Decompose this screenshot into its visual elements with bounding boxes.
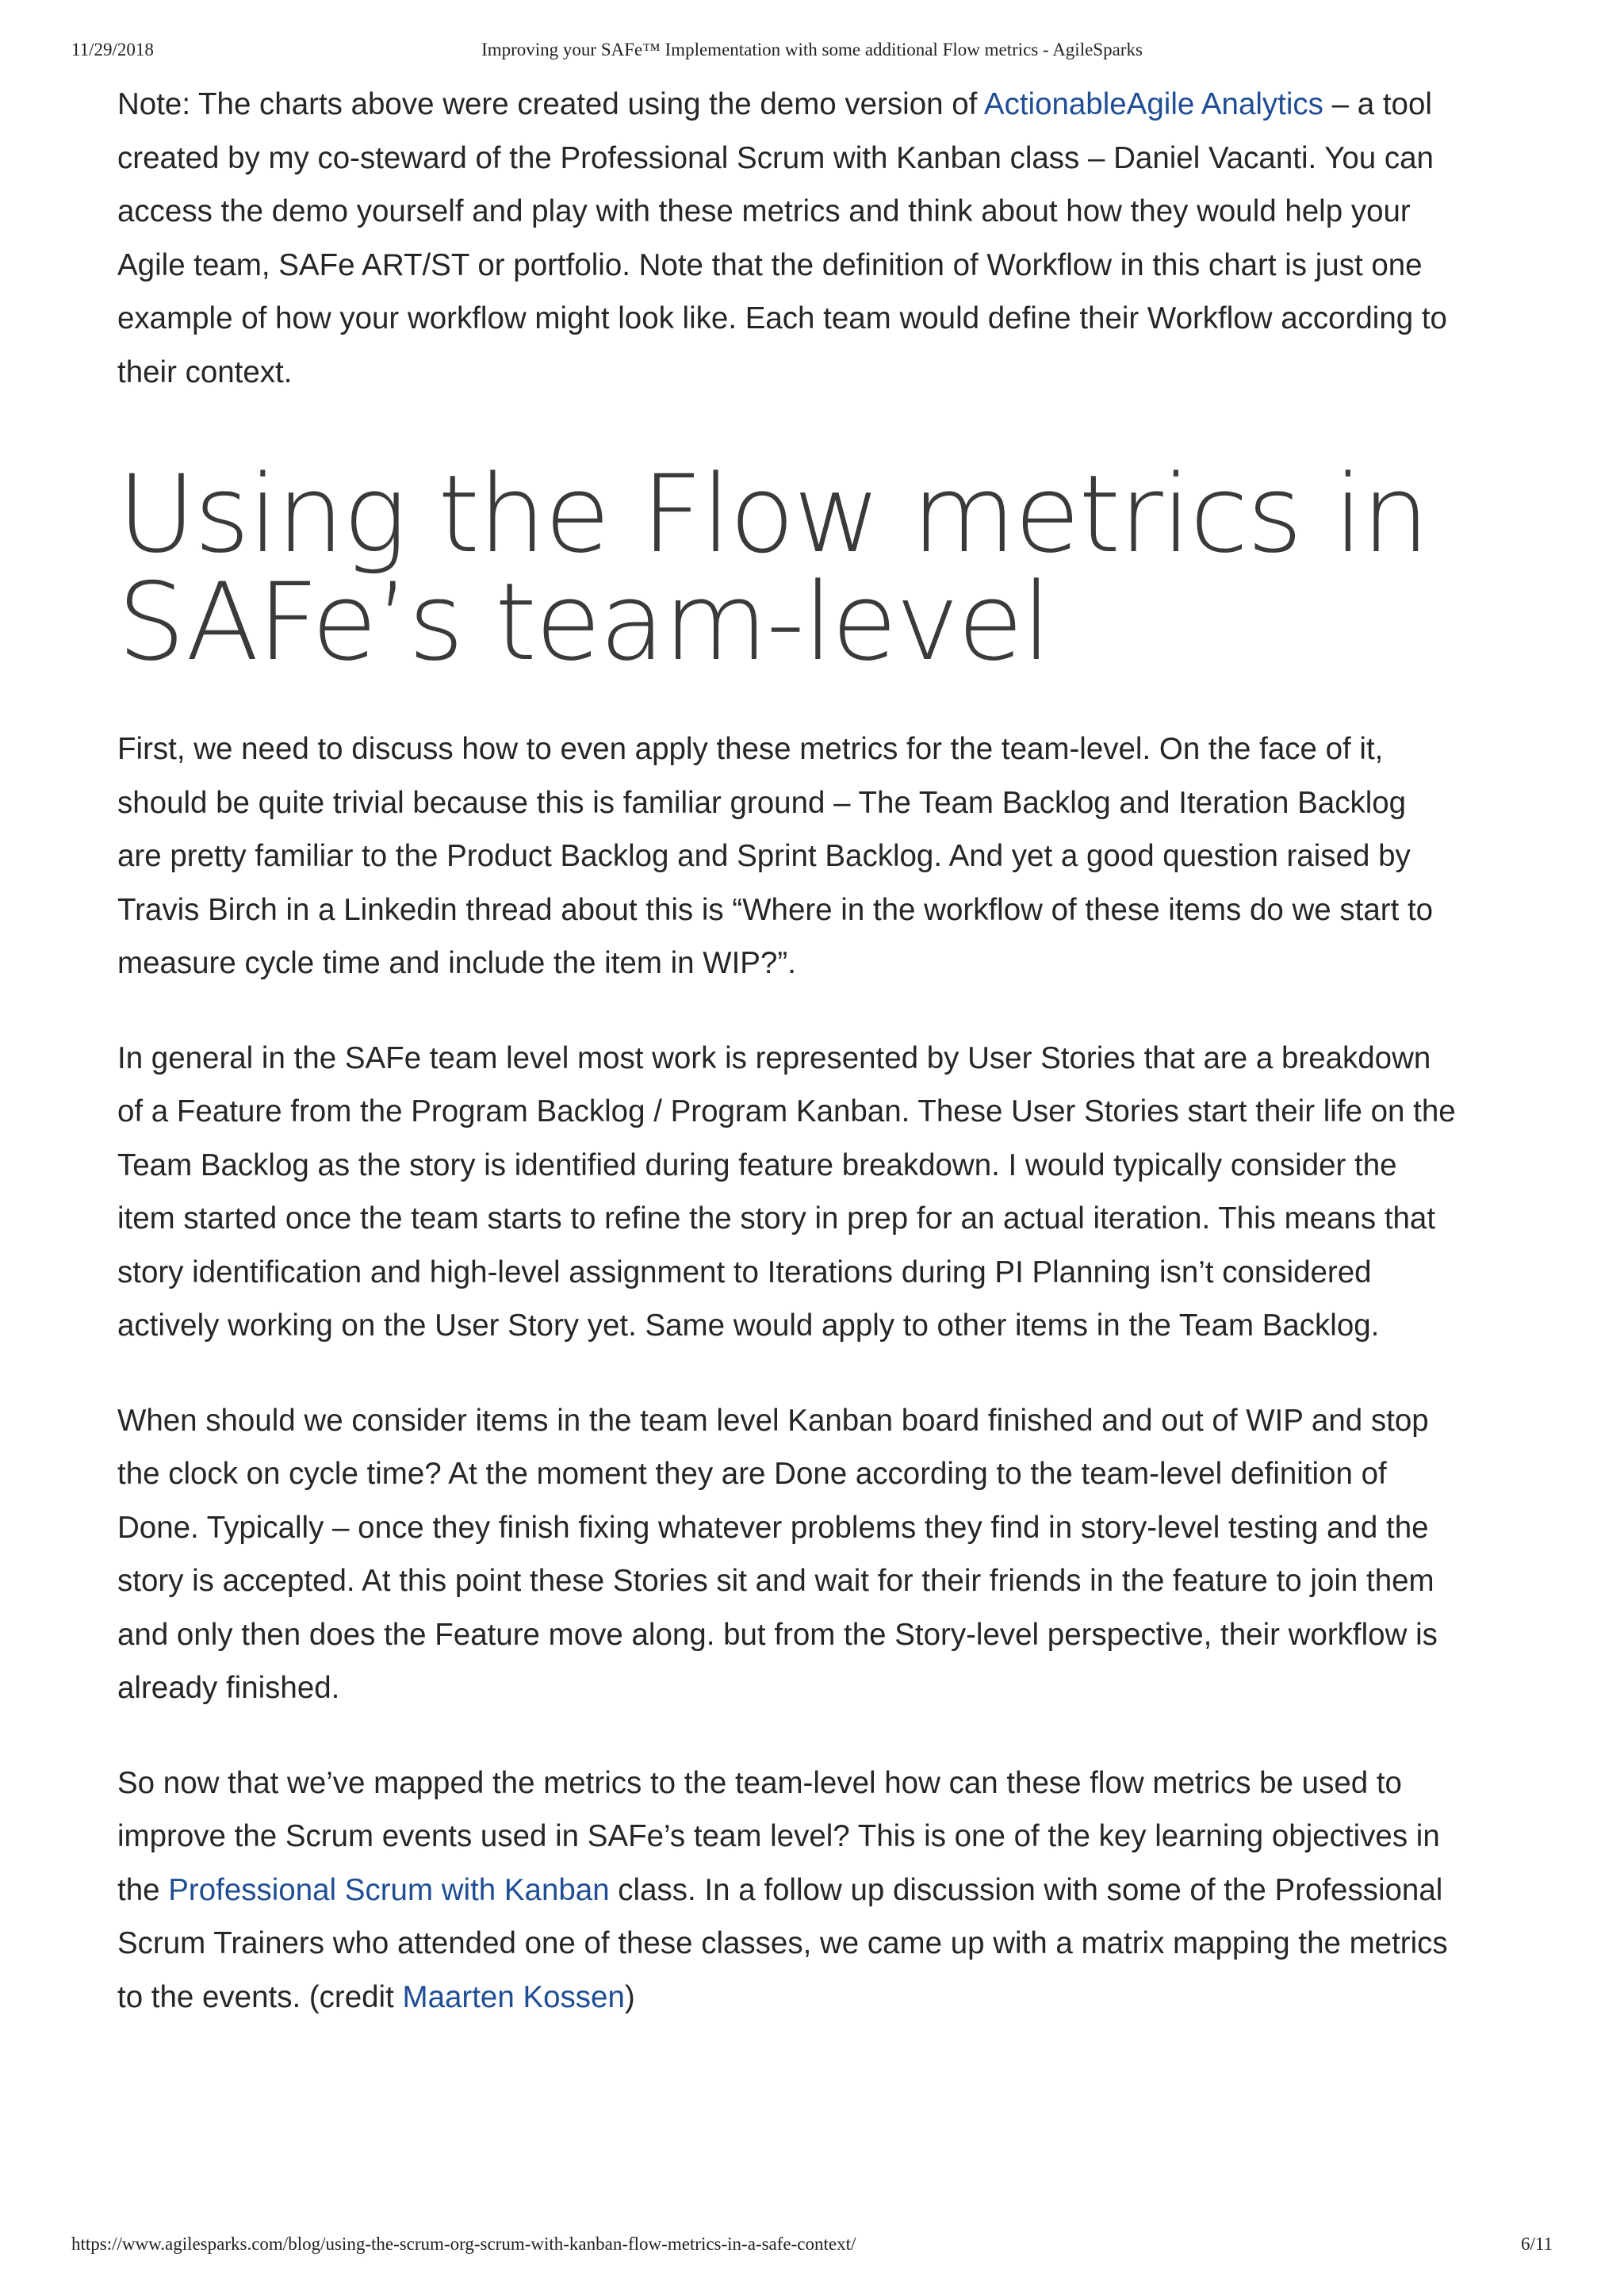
scrum-events-text-2: class. In a follow up discussion with some of the Professional Scrum Trainers who attended one of these classes, we came up with a matrix mapping the metrics to the events. (credit (117, 1872, 1448, 2014)
scrum-events-text-3: ) (624, 1979, 635, 2014)
maarten-kossen-link[interactable]: Maarten Kossen (402, 1979, 625, 2014)
paragraph-done-definition: When should we consider items in the team level Kanban board finished and out of WIP and stop the clock on cycle time? At the moment they are Done according to the team-level definition of Done. Typically – once they finish fixing whatever problems they find in story-level testing and the story is accepted. At this point these Stories sit and wait for their friends in the feature to join them and only then does the Feature move along. but from the Story-level perspective, their workflow is already finished. (117, 1403, 1438, 1705)
paragraph-scrum-events (117, 1757, 1457, 2025)
note-paragraph (117, 78, 1457, 399)
print-footer (0, 2234, 1624, 2266)
section-heading: Using the Flow metrics in SAFe’s team-level (117, 452, 1428, 684)
print-page-title: Improving your SAFe™ Implementation with some additional Flow metrics - AgileSparks (481, 40, 1143, 59)
print-date: 11/29/2018 (71, 40, 154, 59)
note-text-before: Note: The charts above were created using the demo version of (117, 87, 984, 121)
professional-scrum-with-kanban-link[interactable]: Professional Scrum with Kanban (168, 1872, 610, 1907)
actionableagile-analytics-link[interactable]: ActionableAgile Analytics (983, 87, 1323, 121)
print-page-number: 6/11 (1520, 2234, 1553, 2254)
paragraph-measuring-start: First, we need to discuss how to even apply these metrics for the team-level. On the face of it, should be quite trivial because this is familiar ground – The Team Backlog and Iteration Backlog are pretty familiar to the Product Backlog and Sprint Backlog. And yet a good question raised by Travis Birch in a Linkedin thread about this is “Where in the workflow of these items do we start to measure cycle time and include the item in WIP?”. (117, 732, 1434, 980)
note-text-after: – a tool created by my co-steward of the Professional Scrum with Kanban class – Daniel Vacanti. You can access the demo yourself and play with these metrics and think about how they would help your Agile team, SAFe ART/ST or portfolio. Note that the definition of Workflow in this chart is just one example of how your workflow might look like. Each team would define their Workflow according to their context. (117, 87, 1447, 389)
print-url: https://www.agilesparks.com/blog/using-the-scrum-org-scrum-with-kanban-flow-metrics-in-a-safe-context/ (71, 2234, 856, 2254)
paragraph-user-stories: In general in the SAFe team level most work is represented by User Stories that are a breakdown of a Feature from the Program Backlog / Program Kanban. These User Stories start their life on the Team Backlog as the story is identified during feature breakdown. I would typically consider the item started once the team starts to refine the story in prep for an actual iteration. This means that story identification and high-level assignment to Iterations during PI Planning isn’t considered actively working on the User Story yet. Same would apply to other items in the Team Backlog. (117, 1040, 1456, 1343)
article-body (117, 78, 1457, 2065)
scrum-events-text-1: So now that we’ve mapped the metrics to the team-level how can these flow metrics be used to improve the Scrum events used in SAFe’s team level? This is one of the key learning objectives in the (117, 1765, 1440, 1907)
print-header (0, 40, 1624, 71)
